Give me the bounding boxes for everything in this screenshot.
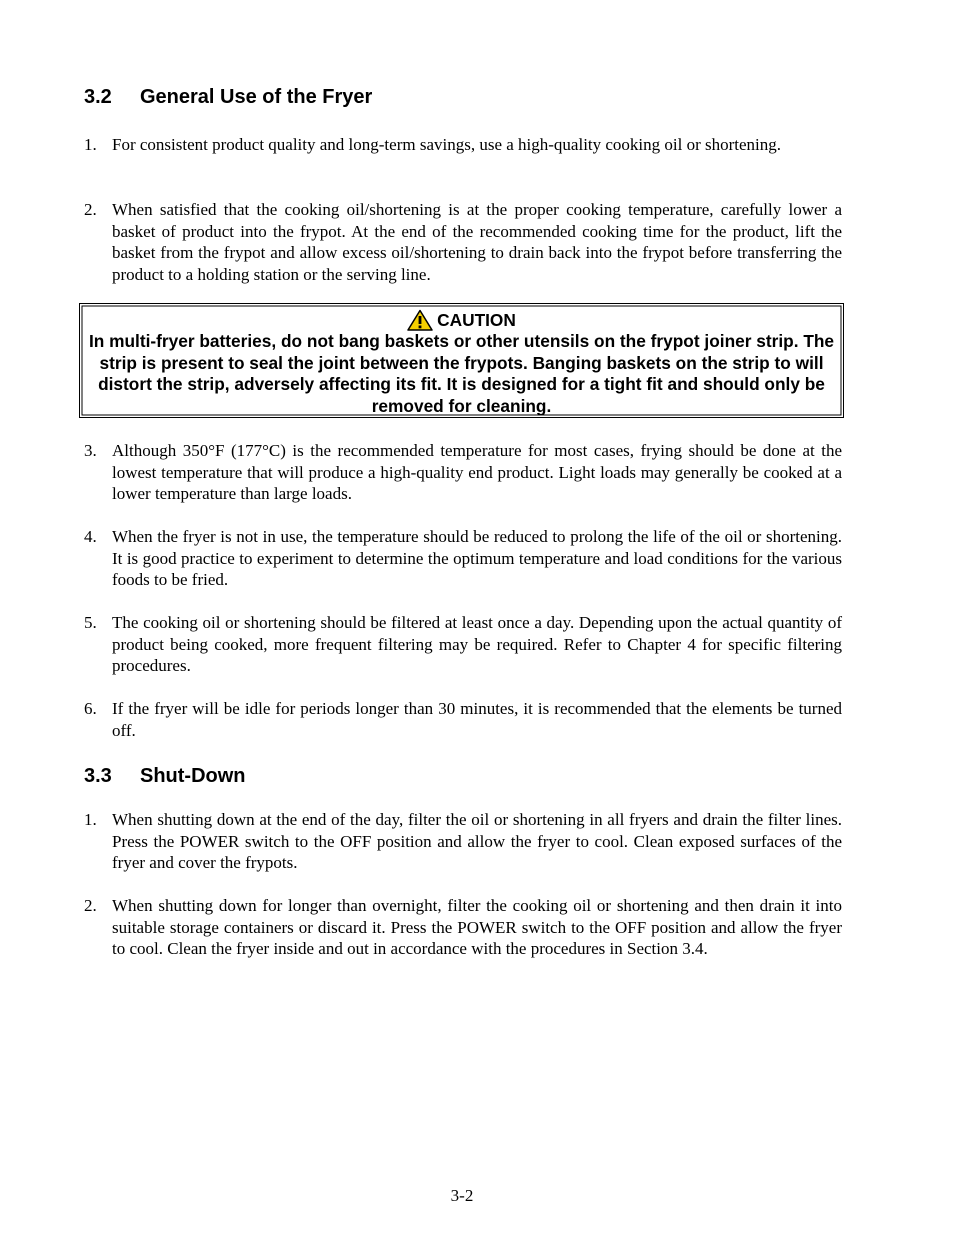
section-heading-3-3	[84, 764, 246, 788]
section-number: 3.2	[84, 86, 112, 108]
list-item-number: 2.	[84, 896, 97, 915]
list-item-text: Although 350°F (177°C) is the recommended temperature for most cases, frying should be done at the lowest temperature that will produce a high-quality end product. Light loads may generally be cooked at a lower temperature than large loads.	[112, 441, 842, 503]
list-item-text: When shutting down for longer than overnight, filter the cooking oil or shortening and then drain it into suitable storage containers or discard it. Press the POWER switch to the OFF position and allow the fryer to cool. Clean the fryer inside and out in accordance with the procedures in Section 3.4.	[112, 896, 842, 958]
section-title: Shut-Down	[140, 765, 246, 787]
list-item-number: 3.	[84, 441, 97, 460]
list-item-number: 1.	[84, 810, 97, 829]
list-item-text: When shutting down at the end of the day, filter the oil or shortening in all fryers and drain the filter lines. Press the POWER switch to the OFF position and allow the fryer to cool. Clean exposed surfaces of the fryer and cover the frypots.	[112, 810, 842, 872]
list-item-text: When satisfied that the cooking oil/shortening is at the proper cooking temperature, carefully lower a basket of product into the frypot. At the end of the recommended cooking time for the product, lift the basket from the frypot and allow excess oil/shortening to drain back into the frypot before transferring the product to a holding station or the serving line.	[112, 200, 842, 284]
list-item-number: 5.	[84, 613, 97, 632]
list-item-text: For consistent product quality and long-term savings, use a high-quality cooking oil or shortening.	[112, 135, 782, 154]
list-item-number: 4.	[84, 527, 97, 546]
list-item	[84, 809, 842, 874]
list-item-text: If the fryer will be idle for periods longer than 30 minutes, it is recommended that the elements be turned off.	[112, 699, 842, 740]
warning-triangle-icon	[407, 309, 433, 331]
list-item	[84, 895, 842, 960]
list-item-text: When the fryer is not in use, the temperature should be reduced to prolong the life of the oil or shortening. It is good practice to experiment to determine the optimum temperature and load conditions for the various foods to be fried.	[112, 527, 842, 589]
section-heading-3-2	[84, 85, 372, 109]
section-number: 3.3	[84, 765, 112, 787]
list-item	[84, 199, 842, 285]
list-item-text: The cooking oil or shortening should be filtered at least once a day. Depending upon the actual quantity of product being cooked, more frequent filtering may be required. Refer to Chapter 4 for specific filtering procedures.	[112, 613, 842, 675]
list-item-number: 2.	[84, 200, 97, 219]
caution-box	[79, 303, 844, 418]
list-item	[84, 612, 842, 677]
caution-text: In multi-fryer batteries, do not bang baskets or other utensils on the frypot joiner strip. The strip is present to seal the joint between the frypots. Banging baskets on the strip to will distort the strip, adversely affecting its fit. It is designed for a tight fit and should only be removed for cleaning.	[88, 331, 835, 416]
page-number: 3-2	[450, 1186, 474, 1205]
list-item	[84, 440, 842, 505]
list-item-number: 6.	[84, 699, 97, 718]
list-item-number: 1.	[84, 135, 97, 154]
caution-title-row	[80, 309, 843, 331]
list-item	[84, 698, 842, 741]
list-item	[84, 526, 842, 591]
list-item	[84, 134, 842, 156]
caution-label: CAUTION	[437, 309, 516, 330]
section-title: General Use of the Fryer	[140, 86, 373, 108]
